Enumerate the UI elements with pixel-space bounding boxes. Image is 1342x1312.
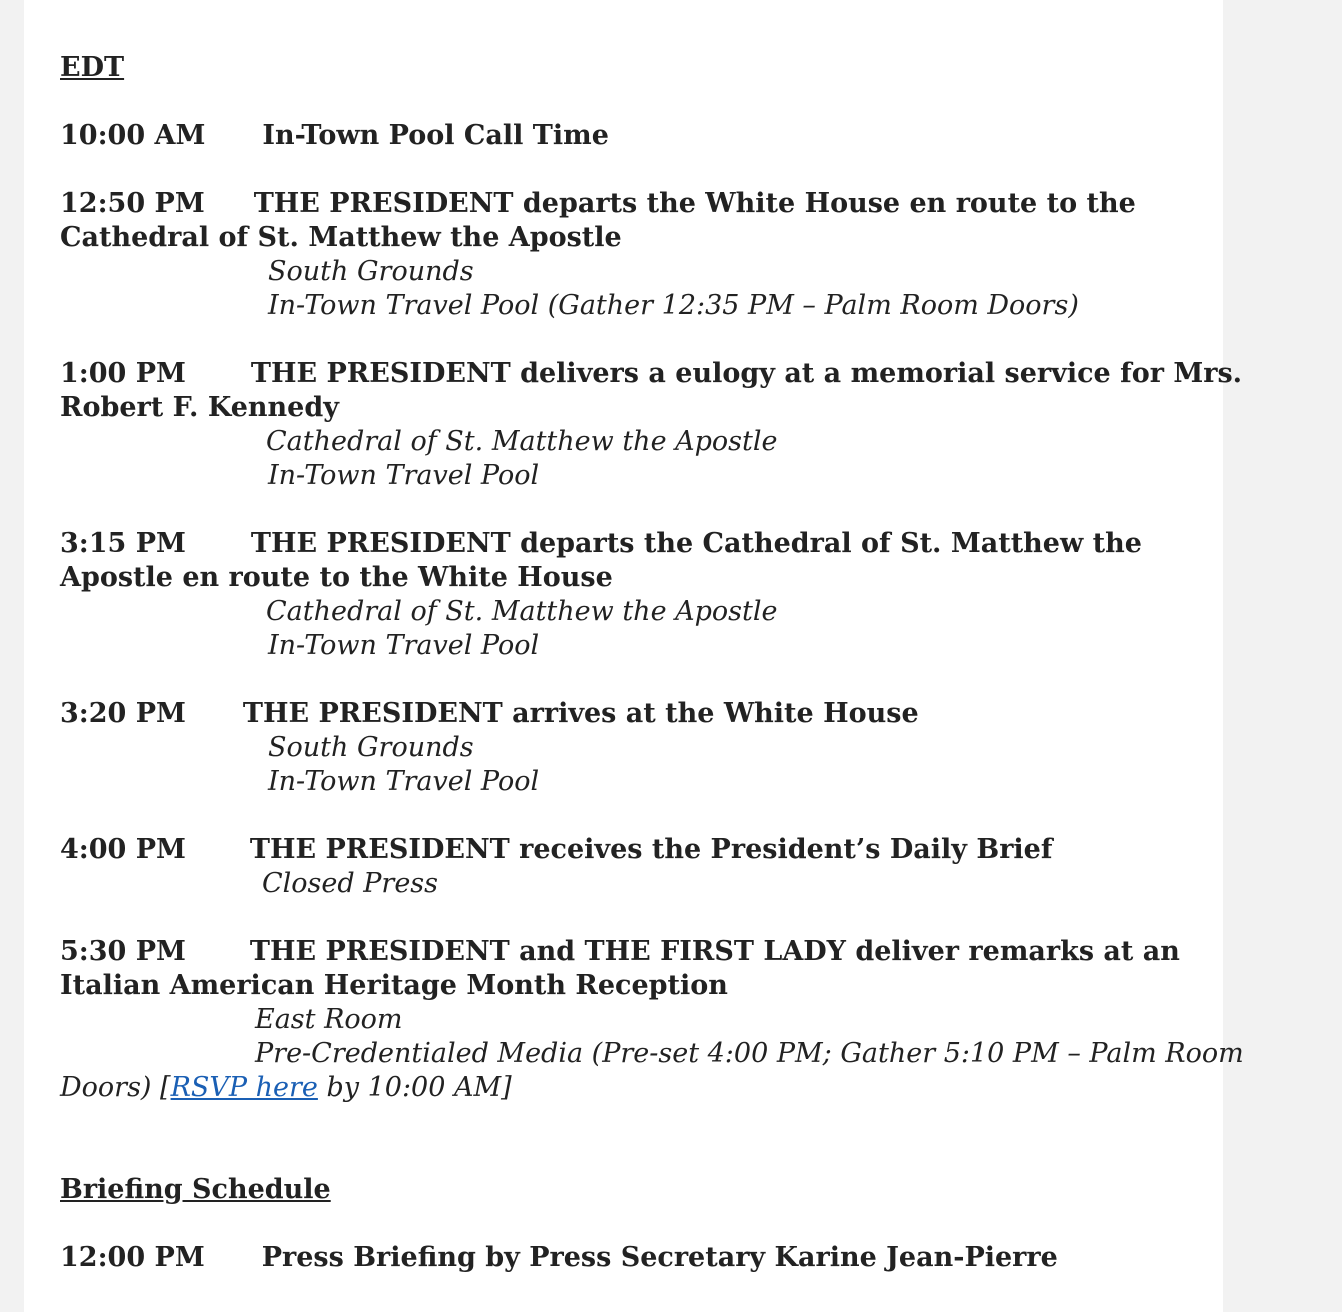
rsvp-link[interactable]: RSVP here <box>170 1072 318 1103</box>
event-title: THE PRESIDENT departs the Cathedral of St. Matthew the <box>250 528 1142 559</box>
event-time: 3:15 PM <box>60 528 186 559</box>
event-location: South Grounds <box>268 256 474 287</box>
event-coverage: In-Town Travel Pool <box>268 630 540 661</box>
event-time: 5:30 PM <box>60 936 186 967</box>
event-location: East Room <box>255 1004 403 1035</box>
document-page <box>24 0 1244 1312</box>
event-coverage-continued <box>60 1071 512 1105</box>
event-530pm <box>60 935 1180 969</box>
event-time: 1:00 PM <box>60 358 186 389</box>
briefing-time: 12:00 PM <box>60 1242 205 1273</box>
event-coverage: In-Town Travel Pool <box>268 766 540 797</box>
event-title: THE PRESIDENT arrives at the White House <box>242 698 919 729</box>
event-315pm <box>60 527 1142 561</box>
coverage-suffix: by 10:00 AM] <box>317 1072 512 1103</box>
event-coverage: In-Town Travel Pool (Gather 12:35 PM – Palm Room Doors) <box>268 290 1079 321</box>
event-title: THE PRESIDENT and THE FIRST LADY deliver remarks at an <box>249 936 1180 967</box>
event-title-continued: Cathedral of St. Matthew the Apostle <box>60 222 622 253</box>
event-time: 4:00 PM <box>60 834 186 865</box>
briefing-heading: Briefing Schedule <box>60 1174 331 1205</box>
event-location: South Grounds <box>268 732 474 763</box>
event-10am <box>60 119 609 153</box>
event-400pm <box>60 833 1052 867</box>
event-title-continued: Apostle en route to the White House <box>60 562 613 593</box>
event-coverage: Closed Press <box>262 868 439 899</box>
event-title: THE PRESIDENT delivers a eulogy at a memorial service for Mrs. <box>250 358 1243 389</box>
event-location: Cathedral of St. Matthew the Apostle <box>266 596 778 627</box>
briefing-title: Press Briefing by Press Secretary Karine Jean-Pierre <box>261 1242 1058 1273</box>
event-title: THE PRESIDENT receives the President’s Daily Brief <box>249 834 1053 865</box>
event-1250pm <box>60 187 1136 221</box>
event-title: In-Town Pool Call Time <box>262 120 609 151</box>
event-title: THE PRESIDENT departs the White House en route to the <box>253 188 1136 219</box>
coverage-prefix: Doors) [ <box>60 1072 171 1103</box>
event-time: 10:00 AM <box>60 120 206 151</box>
event-100pm <box>60 357 1242 391</box>
event-title-continued: Italian American Heritage Month Reception <box>60 970 728 1001</box>
event-time: 12:50 PM <box>60 188 205 219</box>
schedule-heading: EDT <box>60 52 125 83</box>
event-time: 3:20 PM <box>60 698 186 729</box>
briefing-1200pm <box>60 1241 1058 1275</box>
event-320pm <box>60 697 919 731</box>
event-coverage: Pre-Credentialed Media (Pre-set 4:00 PM; Gather 5:10 PM – Palm Room <box>255 1038 1244 1069</box>
event-title-continued: Robert F. Kennedy <box>60 392 339 423</box>
event-location: Cathedral of St. Matthew the Apostle <box>266 426 778 457</box>
event-coverage: In-Town Travel Pool <box>268 460 540 491</box>
